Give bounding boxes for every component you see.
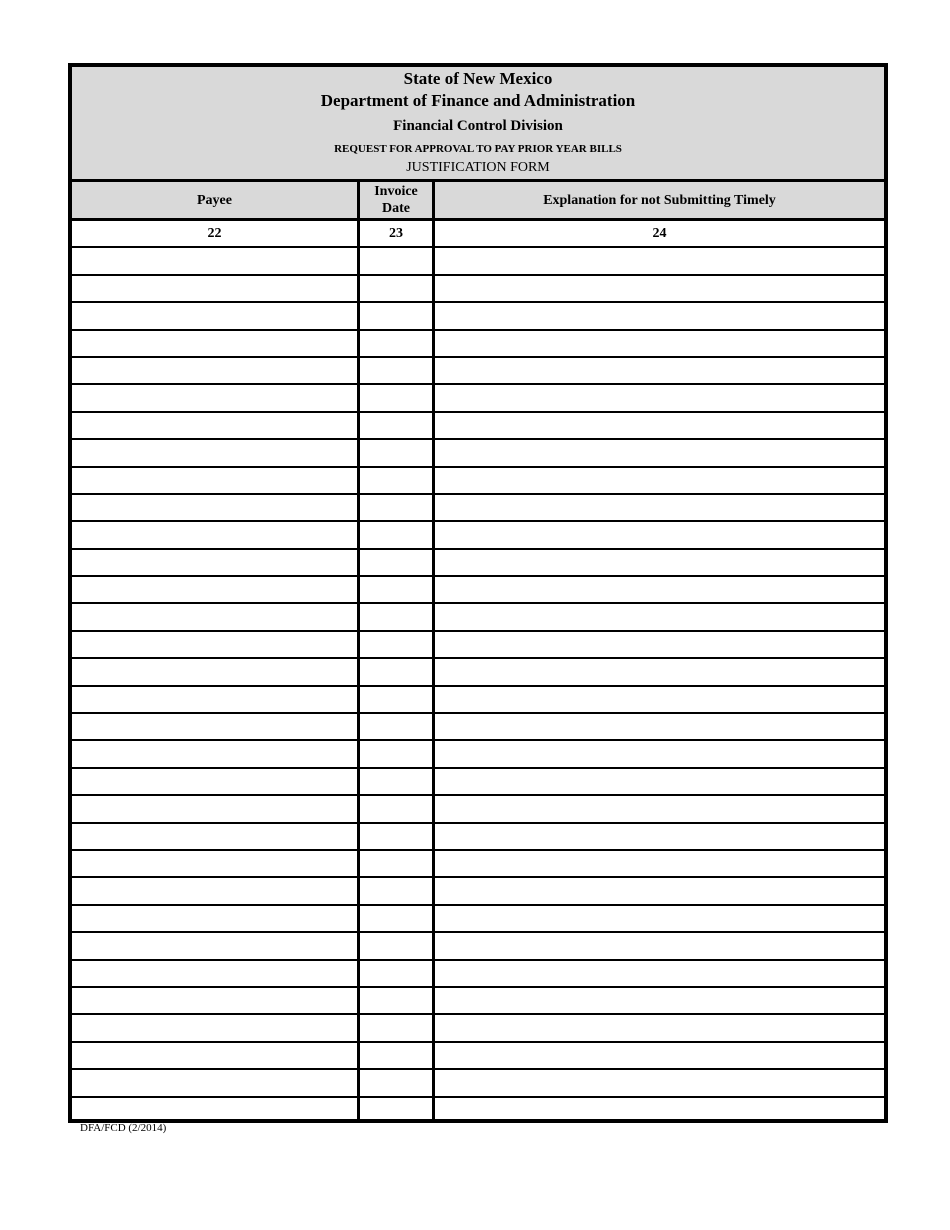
- explanation-field[interactable]: [435, 824, 884, 849]
- table-row: [72, 961, 884, 988]
- payee-field[interactable]: [72, 385, 357, 410]
- table-row: [72, 303, 884, 330]
- table-row: [72, 577, 884, 604]
- payee-field[interactable]: [72, 824, 357, 849]
- invoice-date-field[interactable]: [360, 769, 432, 794]
- invoice-date-field[interactable]: [360, 824, 432, 849]
- column-number-row: [72, 221, 884, 248]
- explanation-field[interactable]: [435, 440, 884, 465]
- explanation-field[interactable]: [435, 769, 884, 794]
- explanation-field[interactable]: [435, 303, 884, 328]
- explanation-field[interactable]: [435, 659, 884, 684]
- payee-field[interactable]: [72, 440, 357, 465]
- table-row: [72, 358, 884, 385]
- payee-field[interactable]: [72, 248, 357, 273]
- invoice-date-field[interactable]: [360, 276, 432, 301]
- explanation-field[interactable]: [435, 741, 884, 766]
- explanation-field[interactable]: [435, 495, 884, 520]
- invoice-date-field[interactable]: [360, 659, 432, 684]
- explanation-field[interactable]: [435, 468, 884, 493]
- table-row: [72, 824, 884, 851]
- table-row: [72, 495, 884, 522]
- invoice-date-field[interactable]: [360, 522, 432, 547]
- request-title: REQUEST FOR APPROVAL TO PAY PRIOR YEAR BILLS: [334, 143, 622, 155]
- explanation-field[interactable]: [435, 550, 884, 575]
- explanation-field[interactable]: [435, 248, 884, 273]
- explanation-field[interactable]: [435, 358, 884, 383]
- explanation-field[interactable]: [435, 1015, 884, 1040]
- invoice-date-field[interactable]: [360, 413, 432, 438]
- invoice-date-field[interactable]: [360, 714, 432, 739]
- payee-field[interactable]: [72, 577, 357, 602]
- payee-field[interactable]: [72, 276, 357, 301]
- invoice-date-field[interactable]: [360, 550, 432, 575]
- table-row: [72, 522, 884, 549]
- form-rows: [72, 221, 884, 1125]
- invoice-date-field[interactable]: [360, 687, 432, 712]
- table-row: [72, 1015, 884, 1042]
- payee-field[interactable]: [72, 906, 357, 931]
- explanation-field[interactable]: [435, 906, 884, 931]
- explanation-field[interactable]: [435, 331, 884, 356]
- explanation-field[interactable]: [435, 276, 884, 301]
- payee-field[interactable]: [72, 522, 357, 547]
- explanation-field[interactable]: [435, 1098, 884, 1123]
- payee-field[interactable]: [72, 632, 357, 657]
- invoice-date-field[interactable]: [360, 358, 432, 383]
- explanation-field[interactable]: [435, 878, 884, 903]
- payee-field[interactable]: [72, 687, 357, 712]
- explanation-field[interactable]: [435, 604, 884, 629]
- table-row: [72, 248, 884, 275]
- invoice-date-field[interactable]: [360, 741, 432, 766]
- invoice-date-field[interactable]: [360, 878, 432, 903]
- invoice-date-field[interactable]: [360, 604, 432, 629]
- payee-field[interactable]: [72, 1043, 357, 1068]
- department-title: Department of Finance and Administration: [320, 91, 636, 110]
- invoice-date-field[interactable]: [360, 796, 432, 821]
- form-name: JUSTIFICATION FORM: [406, 160, 550, 175]
- payee-field[interactable]: [72, 550, 357, 575]
- table-row: [72, 468, 884, 495]
- invoice-date-field[interactable]: [360, 933, 432, 958]
- justification-form: [68, 63, 888, 1123]
- table-row: [72, 440, 884, 467]
- invoice-date-field[interactable]: [360, 248, 432, 273]
- invoice-date-field[interactable]: [360, 303, 432, 328]
- payee-field[interactable]: [72, 714, 357, 739]
- table-row: [72, 741, 884, 768]
- explanation-column-header: Explanation for not Submitting Timely: [543, 192, 776, 208]
- explanation-field[interactable]: [435, 714, 884, 739]
- payee-field[interactable]: [72, 741, 357, 766]
- explanation-field[interactable]: [435, 1070, 884, 1095]
- table-row: [72, 933, 884, 960]
- invoice-date-field[interactable]: [360, 468, 432, 493]
- table-row: [72, 550, 884, 577]
- table-row: [72, 659, 884, 686]
- explanation-field[interactable]: [435, 522, 884, 547]
- payee-field[interactable]: [72, 1015, 357, 1040]
- payee-field[interactable]: [72, 851, 357, 876]
- form-header: [72, 67, 884, 182]
- invoice-date-header-line1: Invoice: [374, 184, 418, 199]
- payee-field[interactable]: [72, 331, 357, 356]
- payee-field[interactable]: [72, 878, 357, 903]
- invoice-date-field[interactable]: [360, 385, 432, 410]
- payee-field[interactable]: [72, 468, 357, 493]
- table-row: [72, 1043, 884, 1070]
- payee-field[interactable]: [72, 604, 357, 629]
- table-row: [72, 1098, 884, 1125]
- table-row: [72, 1070, 884, 1097]
- column-header-row: [72, 182, 884, 221]
- table-row: [72, 604, 884, 631]
- invoice-date-field[interactable]: [360, 988, 432, 1013]
- invoice-date-header-line2: Date: [382, 201, 410, 216]
- table-row: [72, 878, 884, 905]
- invoice-date-field[interactable]: [360, 906, 432, 931]
- payee-field[interactable]: [72, 1070, 357, 1095]
- table-row: [72, 988, 884, 1015]
- invoice-date-field[interactable]: [360, 331, 432, 356]
- payee-field[interactable]: [72, 961, 357, 986]
- table-row: [72, 796, 884, 823]
- payee-column-header: Payee: [197, 192, 232, 208]
- payee-field[interactable]: [72, 659, 357, 684]
- payee-field[interactable]: [72, 413, 357, 438]
- explanation-field[interactable]: [435, 933, 884, 958]
- explanation-field[interactable]: [435, 1043, 884, 1068]
- table-row: [72, 687, 884, 714]
- payee-field[interactable]: [72, 495, 357, 520]
- invoice-date-field[interactable]: [360, 577, 432, 602]
- explanation-field[interactable]: [435, 851, 884, 876]
- division-title: Financial Control Division: [393, 118, 563, 134]
- invoice-date-column-number: 23: [389, 225, 403, 241]
- payee-field[interactable]: [72, 933, 357, 958]
- payee-column-number: 22: [207, 225, 222, 241]
- explanation-field[interactable]: [435, 577, 884, 602]
- table-row: [72, 714, 884, 741]
- payee-field[interactable]: [72, 769, 357, 794]
- explanation-field[interactable]: [435, 961, 884, 986]
- explanation-field[interactable]: [435, 988, 884, 1013]
- payee-field[interactable]: [72, 303, 357, 328]
- invoice-date-field[interactable]: [360, 495, 432, 520]
- invoice-date-field[interactable]: [360, 851, 432, 876]
- explanation-field[interactable]: [435, 385, 884, 410]
- invoice-date-field[interactable]: [360, 961, 432, 986]
- explanation-column-number: 24: [652, 225, 667, 241]
- table-row: [72, 632, 884, 659]
- payee-field[interactable]: [72, 358, 357, 383]
- payee-field[interactable]: [72, 796, 357, 821]
- invoice-date-column-header: [360, 182, 432, 218]
- explanation-field[interactable]: [435, 796, 884, 821]
- table-row: [72, 331, 884, 358]
- invoice-date-field[interactable]: [360, 1070, 432, 1095]
- payee-field[interactable]: [72, 988, 357, 1013]
- form-code: DFA/FCD (2/2014): [80, 1122, 167, 1134]
- invoice-date-field[interactable]: [360, 632, 432, 657]
- table-row: [72, 906, 884, 933]
- explanation-field[interactable]: [435, 632, 884, 657]
- invoice-date-field[interactable]: [360, 1098, 432, 1123]
- state-title: State of New Mexico: [403, 69, 553, 88]
- table-row: [72, 851, 884, 878]
- table-row: [72, 769, 884, 796]
- invoice-date-field[interactable]: [360, 1043, 432, 1068]
- invoice-date-field[interactable]: [360, 440, 432, 465]
- explanation-field[interactable]: [435, 413, 884, 438]
- table-row: [72, 413, 884, 440]
- table-row: [72, 385, 884, 412]
- explanation-field[interactable]: [435, 687, 884, 712]
- table-row: [72, 276, 884, 303]
- payee-field[interactable]: [72, 1098, 357, 1123]
- invoice-date-field[interactable]: [360, 1015, 432, 1040]
